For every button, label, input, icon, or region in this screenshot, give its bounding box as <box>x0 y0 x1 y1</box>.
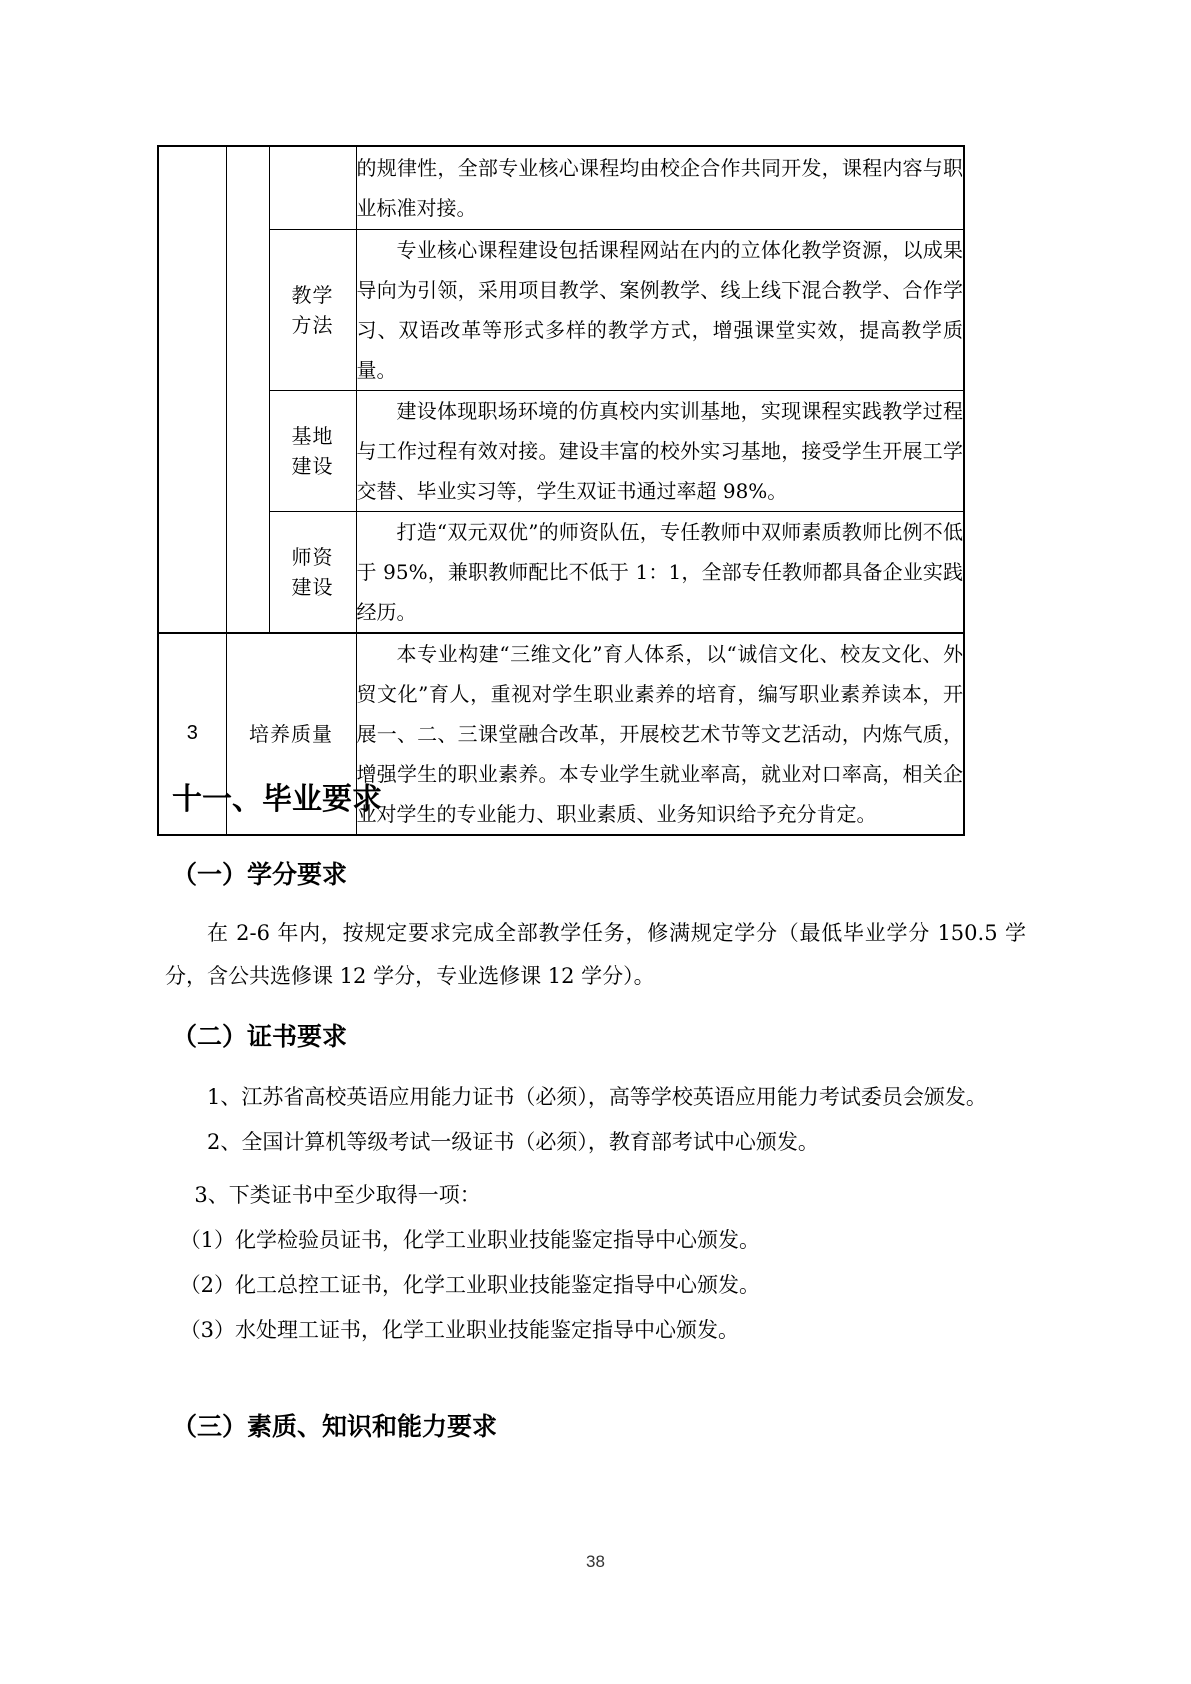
cell-paragraph: 专业核心课程建设包括课程网站在内的立体化教学资源，以成果导向为引领，采用项目教学、案例教学、线上线下混合教学、合作学习、双语改革等形式多样的教学方式，增强课堂实效，提高教学质量。 <box>356 237 963 382</box>
cell-paragraph: 打造“双元双优”的师资队伍，专任教师中双师素质教师比例不低于 95%，兼职教师配比不低于 1：1，全部专任教师都具备企业实践经历。 <box>356 519 963 624</box>
cert-subitem-3: （3）水处理工证书，化学工业职业技能鉴定指导中心颁发。 <box>179 1318 740 1342</box>
cell-paragraph: 本专业构建“三维文化”育人体系，以“诚信文化、校友文化、外贸文化”育人，重视对学生职业素养的培育，编写职业素养读本，开展一、二、三课堂融合改革，开展校艺术节等文艺活动，内炼气质，增强学生的职业素养。本专业学生就业率高，就业对口率高，相关企业对学生的专业能力、职业素质、业务知识给予充分肯定。 <box>356 641 963 826</box>
certificate-items-list <box>165 1076 1026 1354</box>
table-cell-category-continued <box>226 146 269 633</box>
cert-item-2: 2、全国计算机等级考试一级证书（必须），教育部考试中心颁发。 <box>207 1130 819 1154</box>
cert-subitem-2: （2）化工总控工证书，化学工业职业技能鉴定指导中心颁发。 <box>179 1273 761 1297</box>
table-cell-label-teaching-method <box>269 229 356 390</box>
cell-label-text: 基地建设 <box>291 423 334 478</box>
construction-quality-table <box>157 145 965 836</box>
cert-item-3: 3、下类证书中至少取得一项： <box>194 1183 481 1207</box>
table-cell-text <box>356 146 964 229</box>
table-cell-seq-3: 3 <box>158 633 226 835</box>
table-row <box>158 146 964 229</box>
cell-paragraph: 建设体现职场环境的仿真校内实训基地，实现课程实践教学过程与工作过程有效对接。建设丰富的校外实习基地，接受学生开展工学交替、毕业实习等，学生双证书通过率超 98%。 <box>356 398 963 503</box>
subheading-quality-knowledge-ability: （三）素质、知识和能力要求 <box>172 1413 498 1441</box>
table-cell-label-faculty-construction <box>269 511 356 633</box>
cell-label-text: 师资建设 <box>291 544 334 599</box>
page-number: 38 <box>586 1552 605 1571</box>
table-cell-label-base-construction <box>269 390 356 511</box>
table-cell-text <box>356 511 964 633</box>
table-row <box>158 390 964 511</box>
table-cell-text <box>356 390 964 511</box>
cert-subitem-1: （1）化学检验员证书，化学工业职业技能鉴定指导中心颁发。 <box>179 1228 761 1252</box>
subheading-certificate-requirements: （二）证书要求 <box>172 1023 348 1051</box>
table-cell-text <box>356 229 964 390</box>
credit-requirements-paragraph <box>165 912 1026 998</box>
section-heading-graduation-requirements: 十一、毕业要求 <box>172 783 382 816</box>
cell-label-text: 教学方法 <box>291 282 334 337</box>
table-cell-sublabel-continued <box>269 146 356 229</box>
table-row <box>158 229 964 390</box>
table-cell-text <box>356 633 964 835</box>
cell-paragraph: 的规律性，全部专业核心课程均由校企合作共同开发，课程内容与职业标准对接。 <box>356 155 963 220</box>
table-row <box>158 511 964 633</box>
cell-label-text: 培养质量 <box>249 721 333 746</box>
subheading-credit-requirements: （一）学分要求 <box>172 861 348 889</box>
paragraph-text: 在 2-6 年内，按规定要求完成全部教学任务，修满规定学分（最低毕业学分 150.5 学分，含公共选修课 12 学分，专业选修课 12 学分）。 <box>165 921 1026 988</box>
table-cell-seq-continued <box>158 146 226 633</box>
cert-item-1: 1、江苏省高校英语应用能力证书（必须），高等学校英语应用能力考试委员会颁发。 <box>207 1085 987 1109</box>
